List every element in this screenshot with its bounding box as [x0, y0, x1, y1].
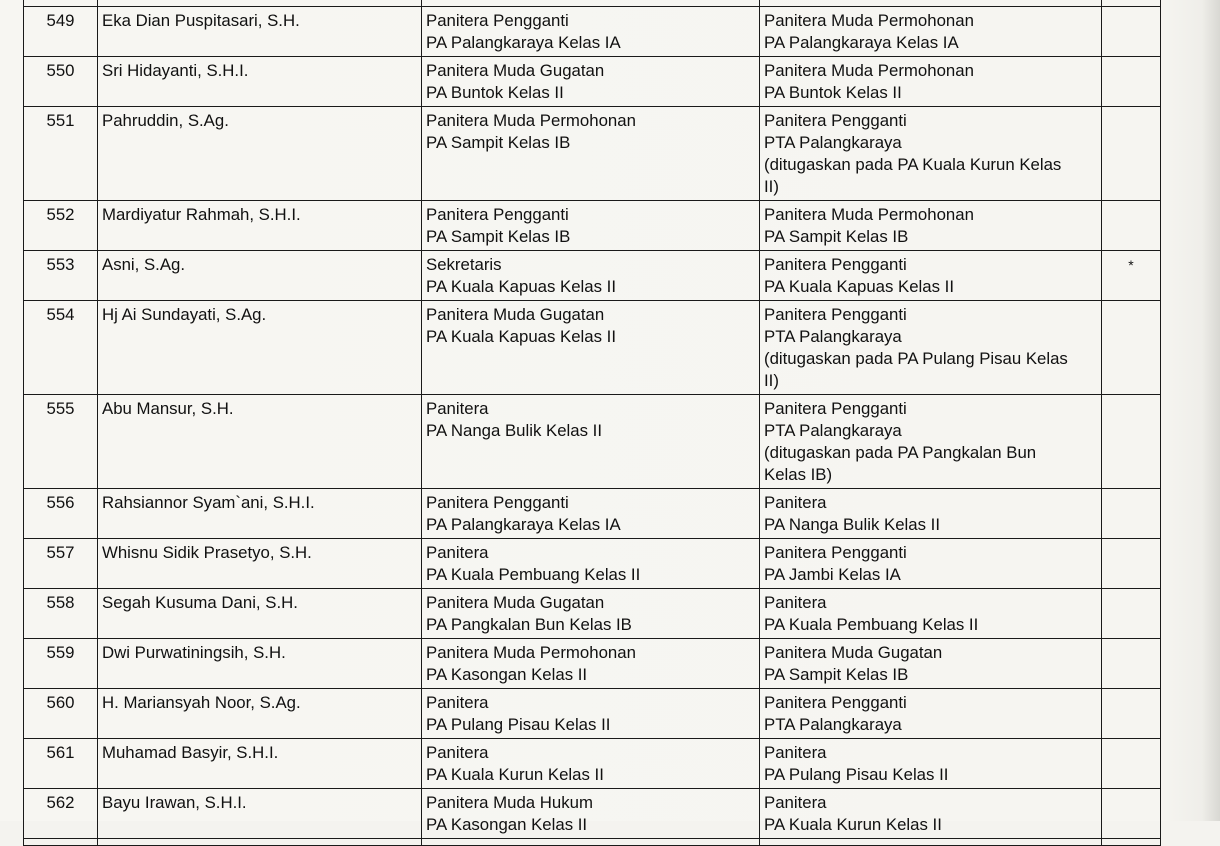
- old-position-line: Sekretaris: [426, 255, 502, 274]
- table-row: [24, 251, 1161, 301]
- employee-name: H. Mariansyah Noor, S.Ag.: [98, 689, 422, 739]
- employee-name: Dwi Purwatiningsih, S.H.: [98, 639, 422, 689]
- new-position-line: (ditugaskan pada PA Pangkalan Bun: [764, 443, 1037, 462]
- old-position: [422, 395, 760, 489]
- old-position-line: Panitera Muda Gugatan: [426, 593, 605, 612]
- old-position-line: Panitera Muda Permohonan: [426, 643, 636, 662]
- new-position-line: Panitera Muda Permohonan: [764, 11, 974, 30]
- row-number: 556: [24, 489, 98, 539]
- note-mark: [1102, 739, 1161, 789]
- new-position-line: Panitera Pengganti: [764, 543, 907, 562]
- old-position-line: PA Kuala Kapuas Kelas II: [426, 327, 617, 346]
- row-number: 551: [24, 107, 98, 201]
- new-position-line: (ditugaskan pada PA Pulang Pisau Kelas: [764, 349, 1068, 368]
- old-position: [422, 201, 760, 251]
- new-position-line: PA Palangkaraya Kelas IA: [764, 33, 959, 52]
- new-position-line: PA Kuala Kapuas Kelas II: [764, 277, 955, 296]
- table-row: [24, 201, 1161, 251]
- row-number: 553: [24, 251, 98, 301]
- old-position: [422, 589, 760, 639]
- old-position-line: PA Pangkalan Bun Kelas IB: [426, 615, 632, 634]
- old-position: [422, 489, 760, 539]
- new-position: [760, 7, 1102, 57]
- table-body: [24, 0, 1161, 846]
- row-number: 559: [24, 639, 98, 689]
- row-number: 560: [24, 689, 98, 739]
- new-position: [760, 539, 1102, 589]
- old-position-line: PA Buntok Kelas II: [426, 83, 564, 102]
- table-row: [24, 639, 1161, 689]
- note-mark: [1102, 789, 1161, 839]
- old-position-line: PA Palangkaraya Kelas IA: [426, 515, 621, 534]
- old-position: [422, 301, 760, 395]
- row-number: 562: [24, 789, 98, 839]
- new-position: [760, 201, 1102, 251]
- note-mark: [1102, 7, 1161, 57]
- employee-name: Pahruddin, S.Ag.: [98, 107, 422, 201]
- old-position-line: PA Nanga Bulik Kelas II: [426, 421, 602, 440]
- old-position: [422, 107, 760, 201]
- old-position-line: Panitera: [426, 743, 489, 762]
- new-position: [760, 789, 1102, 839]
- note-mark: [1102, 395, 1161, 489]
- old-position-line: Panitera: [426, 543, 489, 562]
- new-position-line: PA Kuala Pembuang Kelas II: [764, 615, 979, 634]
- new-position-line: II): [764, 177, 779, 196]
- table-row: [24, 7, 1161, 57]
- note-mark: [1102, 107, 1161, 201]
- old-position-line: Panitera Muda Hukum: [426, 793, 593, 812]
- employee-name: Mardiyatur Rahmah, S.H.I.: [98, 201, 422, 251]
- old-position-line: PA Sampit Kelas IB: [426, 227, 571, 246]
- employee-name: Hj Ai Sundayati, S.Ag.: [98, 301, 422, 395]
- new-position-line: Panitera Pengganti: [764, 255, 907, 274]
- employee-name: Rahsiannor Syam`ani, S.H.I.: [98, 489, 422, 539]
- new-position: [760, 301, 1102, 395]
- new-position-line: PA Sampit Kelas IB: [764, 665, 909, 684]
- new-position-line: PTA Palangkaraya: [764, 327, 902, 346]
- transfer-table: [23, 0, 1161, 846]
- new-position: [760, 489, 1102, 539]
- table-row: [24, 395, 1161, 489]
- old-position-line: PA Sampit Kelas IB: [426, 133, 571, 152]
- note-mark: [1102, 489, 1161, 539]
- new-position-line: Panitera Pengganti: [764, 693, 907, 712]
- new-position: [760, 251, 1102, 301]
- new-position: [760, 689, 1102, 739]
- new-position-line: II): [764, 371, 779, 390]
- row-number: 554: [24, 301, 98, 395]
- old-position-line: PA Kuala Pembuang Kelas II: [426, 565, 641, 584]
- old-position-line: Panitera Pengganti: [426, 11, 569, 30]
- row-number: 552: [24, 201, 98, 251]
- new-position-line: PA Buntok Kelas II: [764, 83, 902, 102]
- table-row: [24, 689, 1161, 739]
- employee-name: Bayu Irawan, S.H.I.: [98, 789, 422, 839]
- new-position-line: Panitera: [764, 493, 827, 512]
- new-position-line: Panitera Pengganti: [764, 305, 907, 324]
- old-position-line: Panitera Muda Gugatan: [426, 61, 605, 80]
- row-number: 550: [24, 57, 98, 107]
- table-row-cut-bottom: [24, 839, 1161, 846]
- table-row: [24, 301, 1161, 395]
- employee-name: Muhamad Basyir, S.H.I.: [98, 739, 422, 789]
- table-row: [24, 539, 1161, 589]
- old-position: [422, 251, 760, 301]
- new-position-line: PA Kuala Kurun Kelas II: [764, 815, 942, 834]
- employee-name: Asni, S.Ag.: [98, 251, 422, 301]
- table-row: [24, 107, 1161, 201]
- old-position: [422, 739, 760, 789]
- old-position-line: PA Palangkaraya Kelas IA: [426, 33, 621, 52]
- old-position-line: Panitera Muda Gugatan: [426, 305, 605, 324]
- old-position: [422, 539, 760, 589]
- employee-name: Segah Kusuma Dani, S.H.: [98, 589, 422, 639]
- note-mark: [1102, 689, 1161, 739]
- note-mark: [1102, 201, 1161, 251]
- new-position-line: Panitera Muda Permohonan: [764, 61, 974, 80]
- new-position-line: Panitera: [764, 593, 827, 612]
- row-number: 557: [24, 539, 98, 589]
- note-mark: *: [1102, 251, 1161, 301]
- new-position-line: PA Nanga Bulik Kelas II: [764, 515, 940, 534]
- employee-name: Whisnu Sidik Prasetyo, S.H.: [98, 539, 422, 589]
- old-position: [422, 639, 760, 689]
- new-position-line: PA Jambi Kelas IA: [764, 565, 901, 584]
- page-edge-shadow: [1202, 0, 1220, 821]
- new-position-line: Panitera: [764, 743, 827, 762]
- note-mark: [1102, 539, 1161, 589]
- note-mark: [1102, 589, 1161, 639]
- new-position: [760, 739, 1102, 789]
- note-mark: [1102, 639, 1161, 689]
- new-position: [760, 107, 1102, 201]
- new-position-line: PA Pulang Pisau Kelas II: [764, 765, 949, 784]
- old-position-line: Panitera: [426, 693, 489, 712]
- new-position-line: PTA Palangkaraya: [764, 421, 902, 440]
- new-position-line: Panitera Muda Permohonan: [764, 205, 974, 224]
- old-position: [422, 689, 760, 739]
- cell-cut: [422, 839, 760, 846]
- new-position-line: Panitera Pengganti: [764, 111, 907, 130]
- new-position-line: PTA Palangkaraya: [764, 715, 902, 734]
- employee-name: Abu Mansur, S.H.: [98, 395, 422, 489]
- new-position: [760, 589, 1102, 639]
- old-position-line: PA Pulang Pisau Kelas II: [426, 715, 611, 734]
- row-number: 561: [24, 739, 98, 789]
- new-position-line: PTA Palangkaraya: [764, 133, 902, 152]
- old-position-line: Panitera Pengganti: [426, 493, 569, 512]
- cell-cut: [1102, 839, 1161, 846]
- table-row: [24, 489, 1161, 539]
- old-position-line: PA Kasongan Kelas II: [426, 815, 588, 834]
- row-number: 555: [24, 395, 98, 489]
- new-position-line: Panitera Muda Gugatan: [764, 643, 943, 662]
- table-row: [24, 739, 1161, 789]
- table-row: [24, 589, 1161, 639]
- row-number: 558: [24, 589, 98, 639]
- new-position-line: Panitera Pengganti: [764, 399, 907, 418]
- table-row: [24, 57, 1161, 107]
- row-number: 549: [24, 7, 98, 57]
- new-position: [760, 57, 1102, 107]
- cell-cut: [760, 839, 1102, 846]
- new-position-line: Panitera: [764, 793, 827, 812]
- table-row: [24, 789, 1161, 839]
- old-position-line: Panitera Muda Permohonan: [426, 111, 636, 130]
- old-position: [422, 789, 760, 839]
- old-position-line: PA Kuala Kapuas Kelas II: [426, 277, 617, 296]
- new-position: [760, 395, 1102, 489]
- cell-cut: [24, 839, 98, 846]
- new-position-line: Kelas IB): [764, 465, 833, 484]
- new-position: [760, 639, 1102, 689]
- old-position: [422, 7, 760, 57]
- new-position-line: PA Sampit Kelas IB: [764, 227, 909, 246]
- note-mark: [1102, 57, 1161, 107]
- cell-cut: [98, 839, 422, 846]
- new-position-line: (ditugaskan pada PA Kuala Kurun Kelas: [764, 155, 1062, 174]
- old-position-line: Panitera Pengganti: [426, 205, 569, 224]
- old-position-line: PA Kuala Kurun Kelas II: [426, 765, 604, 784]
- employee-name: Sri Hidayanti, S.H.I.: [98, 57, 422, 107]
- note-mark: [1102, 301, 1161, 395]
- old-position-line: Panitera: [426, 399, 489, 418]
- old-position-line: PA Kasongan Kelas II: [426, 665, 588, 684]
- old-position: [422, 57, 760, 107]
- employee-name: Eka Dian Puspitasari, S.H.: [98, 7, 422, 57]
